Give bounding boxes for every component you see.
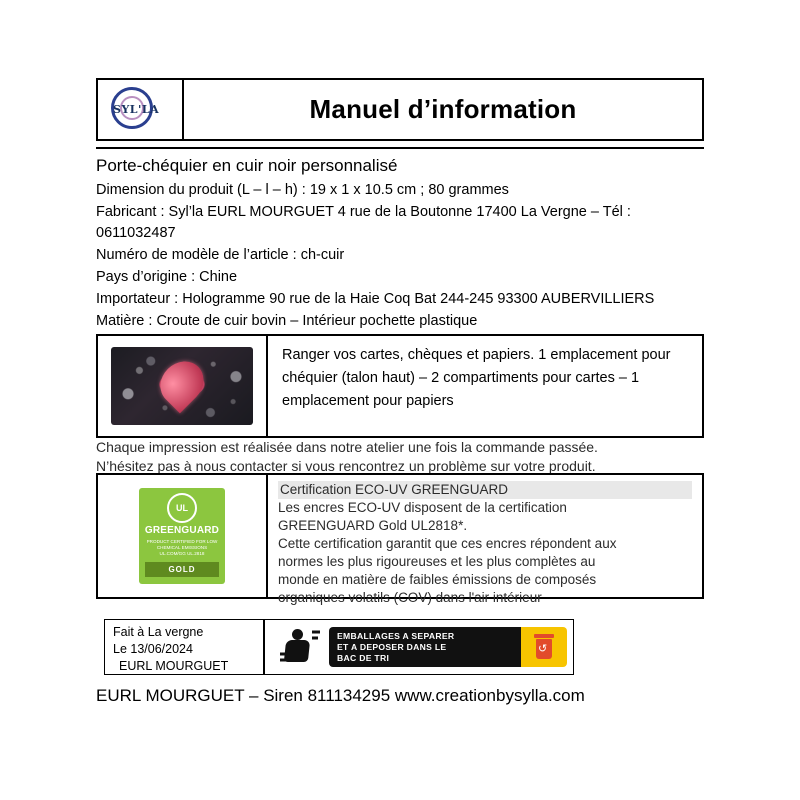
- product-image-cell: [98, 336, 268, 436]
- field-dimension-value: 19 x 1 x 10.5 cm ; 80 grammes: [309, 182, 509, 198]
- field-importateur-label: Importateur: [96, 291, 171, 307]
- greenguard-heading: Certification ECO-UV GREENGUARD: [278, 481, 692, 499]
- field-importateur-sep: :: [170, 291, 183, 307]
- product-description-text: Ranger vos cartes, chèques et papiers. 1 emplacement pour chéquier (talon haut) – 2 compartiments pour cartes – 1 emplacement pour papiers: [282, 347, 671, 409]
- field-fabricant-sep: :: [156, 204, 169, 220]
- field-fabricant: [96, 202, 712, 244]
- greenguard-text-cell: [268, 475, 702, 605]
- recycling-banner: [329, 627, 521, 667]
- recycling-line-2: ET A DEPOSER DANS LE: [337, 641, 447, 652]
- field-fabricant-label: Fabricant: [96, 204, 157, 220]
- greenguard-line-4: normes les plus rigoureuses et les plus complètes au: [278, 554, 596, 569]
- field-dimension-sep: :: [297, 182, 310, 198]
- brand-logo-cell: [98, 80, 184, 139]
- recycling-text: [337, 631, 454, 664]
- field-matiere-value: Croute de cuir bovin – Intérieur pochette plastique: [156, 313, 478, 329]
- field-importateur-value: Hologramme 90 rue de la Haie Coq Bat 244-245 93300 AUBERVILLIERS: [182, 291, 655, 307]
- document-header: [96, 78, 704, 141]
- greenguard-logo-name: GREENGUARD: [144, 525, 220, 536]
- field-modele-value: ch-cuir: [300, 247, 345, 263]
- page-title: Manuel d’information: [309, 94, 577, 124]
- field-dimension: [96, 180, 712, 201]
- ul-mark-icon: UL: [167, 493, 197, 523]
- greenguard-logo-subtitle: PRODUCT CERTIFIED FOR LOW CHEMICAL EMISSIONS UL.COM/GG UL.2818: [146, 539, 218, 556]
- greenguard-line-6: organiques volatils (COV) dans l'air intérieur: [278, 590, 542, 605]
- greenguard-box: [96, 473, 704, 605]
- product-photo: [111, 347, 253, 425]
- field-matiere-sep: :: [144, 313, 157, 329]
- field-matiere-label: Matière: [96, 313, 145, 329]
- field-modele-label: Numéro de modèle de l’article: [96, 247, 289, 263]
- page-title-cell: [184, 80, 702, 139]
- bin-lid: [534, 634, 554, 638]
- greenguard-line-3: Cette certification garantit que ces encres répondent aux: [278, 536, 617, 551]
- product-description-box: [96, 334, 704, 438]
- greenguard-line-5: monde en matière de faibles émissions de composés: [278, 572, 597, 587]
- field-dimension-label: Dimension du produit (L – l – h): [96, 182, 298, 198]
- document-footer: EURL MOURGUET – Siren 811134295 www.creationbysylla.com: [96, 686, 585, 705]
- recycling-info-box: [264, 619, 574, 675]
- recycling-bin-cell: [521, 627, 567, 667]
- field-fabricant-value: Syl’la EURL MOURGUET 4 rue de la Boutonne 17400 La Vergne – Tél : 0611032487: [96, 204, 631, 241]
- signature-box: [104, 619, 264, 675]
- triman-arrows-icon: [278, 626, 322, 668]
- greenguard-logo: [139, 488, 225, 584]
- field-origine-value: Chine: [199, 269, 238, 285]
- logo-text: SYL'LA: [113, 102, 160, 116]
- greenguard-line-2: GREENGUARD Gold UL2818*.: [278, 518, 468, 533]
- field-matiere: [96, 311, 712, 332]
- product-info-block: [96, 155, 712, 333]
- signature-company: EURL MOURGUET: [119, 659, 229, 673]
- workshop-note-line-2: N’hésitez pas à nous contacter si vous rencontrez un problème sur votre produit.: [96, 458, 596, 474]
- signature-place: Fait à La vergne: [113, 625, 204, 639]
- greenguard-logo-level: GOLD: [145, 562, 219, 577]
- trash-bin-icon: [534, 634, 554, 659]
- field-origine-sep: :: [187, 269, 200, 285]
- field-importateur: [96, 289, 712, 310]
- recycling-line-3: BAC DE TRI: [337, 652, 390, 663]
- workshop-note: [96, 438, 712, 476]
- field-origine: [96, 267, 712, 288]
- triman-icon: [279, 627, 321, 667]
- greenguard-logo-cell: [98, 475, 268, 597]
- header-divider: [96, 147, 704, 149]
- signature-date: Le 13/06/2024: [113, 642, 193, 656]
- workshop-note-line-1: Chaque impression est réalisée dans notre atelier une fois la commande passée.: [96, 439, 598, 455]
- field-modele-sep: :: [288, 247, 301, 263]
- sylla-logo: [109, 86, 171, 134]
- greenguard-line-1: Les encres ECO-UV disposent de la certification: [278, 500, 567, 515]
- field-origine-label: Pays d’origine: [96, 269, 188, 285]
- bin-arrow: ↺: [538, 642, 548, 655]
- field-modele: [96, 245, 712, 266]
- product-name: Porte-chéquier en cuir noir personnalisé: [96, 156, 398, 175]
- recycling-line-1: EMBALLAGES A SEPARER: [337, 630, 455, 641]
